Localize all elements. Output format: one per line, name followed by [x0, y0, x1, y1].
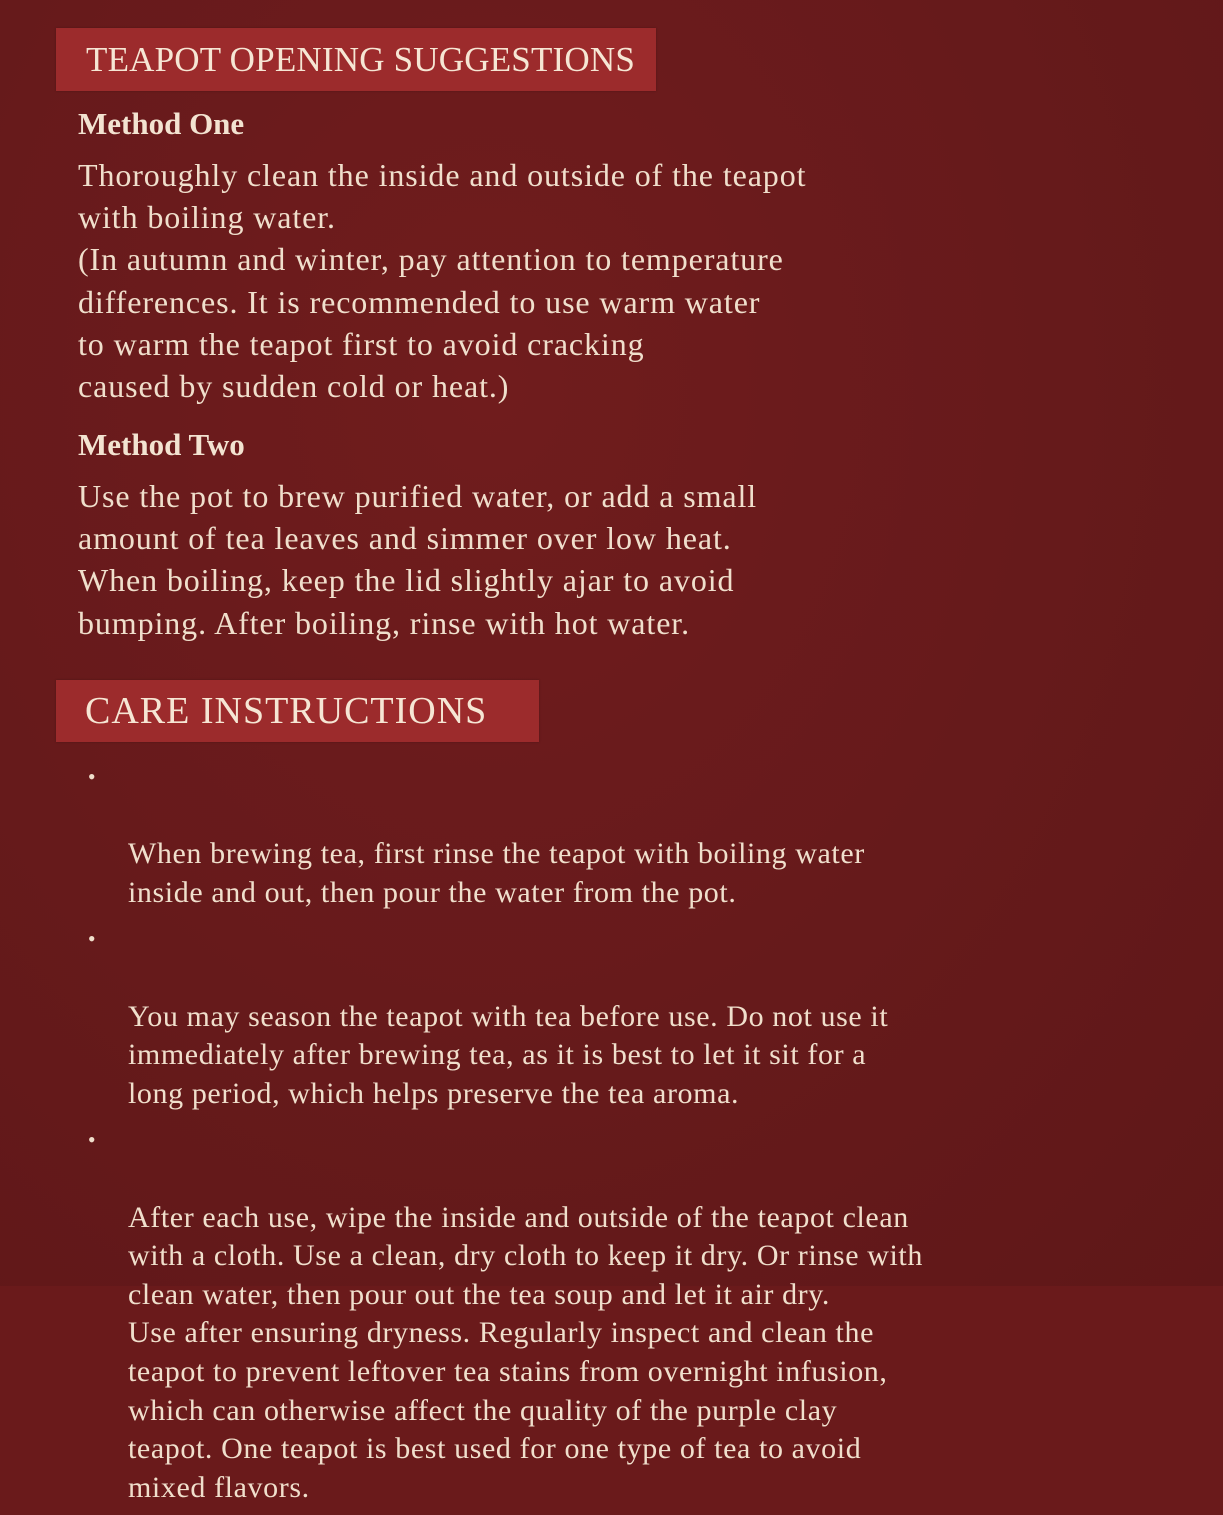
list-item — [84, 1121, 1064, 1507]
list-item-text: When brewing tea, first rinse the teapot with boiling water inside and out, then pour the water from the pot. — [128, 837, 865, 909]
bullet-icon: • — [87, 1127, 97, 1153]
list-item — [84, 920, 1064, 1113]
method-two-text: Use the pot to brew purified water, or add a small amount of tea leaves and simmer over low heat. When boiling, keep the lid slightly ajar to avoid bumping. After boiling, rinse with hot water. — [78, 478, 758, 641]
method-one-text: Thoroughly clean the inside and outside of the teapot with boiling water. (In autumn and winter, pay attention to temperature differences. It is recommended to use warm water to warm the teapot first to avoid cracking caused by sudden cold or heat.) — [78, 157, 807, 405]
care-instructions-list — [84, 758, 1064, 1515]
method-one-heading: Method One — [78, 106, 245, 141]
opening-section-title: TEAPOT OPENING SUGGESTIONS — [86, 40, 636, 79]
method-two-heading: Method Two — [78, 427, 245, 462]
bullet-icon: • — [87, 926, 97, 952]
care-section-banner — [56, 680, 539, 742]
list-item-text: You may season the teapot with tea before use. Do not use it immediately after brewing tea, as it is best to let it sit for a long period, which helps preserve the tea aroma. — [128, 999, 889, 1110]
list-item-text: After each use, wipe the inside and outside of the teapot clean with a cloth. Use a clean, dry cloth to keep it dry. Or rinse with clean water, then pour out the tea soup and let it air dry. Use after ensuring dryness. Regularly inspect and clean the teapot to prevent leftover tea stains from overnight infusion, which can otherwise affect the quality of the purple clay teapot. One teapot is best used for one type of tea to avoid mixed flavors. — [128, 1200, 923, 1504]
opening-section-banner — [56, 28, 656, 91]
list-item — [84, 758, 1064, 912]
bullet-icon: • — [87, 764, 97, 789]
care-section-title: CARE INSTRUCTIONS — [85, 690, 488, 732]
